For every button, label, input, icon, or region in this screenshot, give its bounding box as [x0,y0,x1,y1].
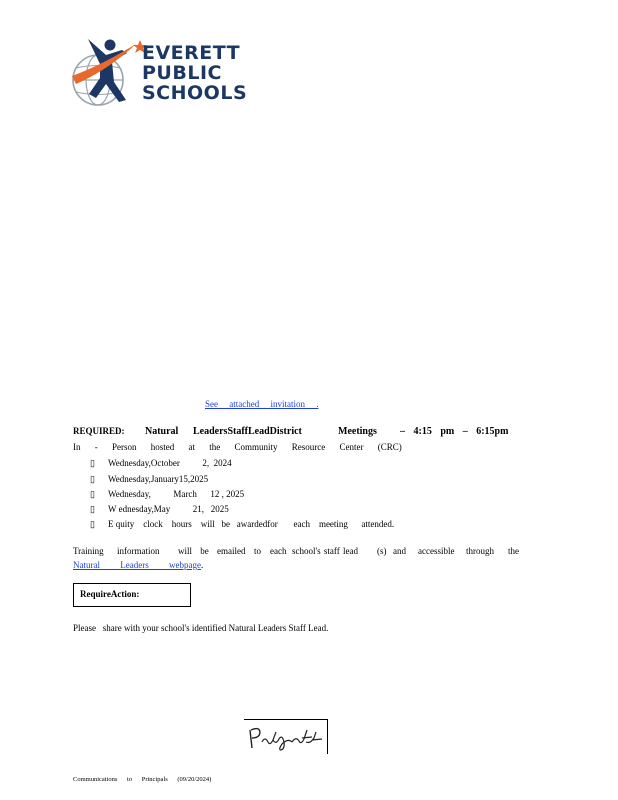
list-item: ▯ W ednesday,May 21, 2025 [90,504,229,514]
training-link-line: Natural Leaders webpage. [73,560,204,570]
in-person-location: In - Person hosted at the Community Resource Center (CRC) [73,442,402,452]
signature-image [246,722,324,752]
logo-wordmark [142,43,247,103]
square-bullet-icon: ▯ [90,489,95,499]
required-title-meetings: Meetings [338,426,377,437]
required-title-leaders: LeadersStaffLeadDistrict [193,426,302,437]
required-title-natural: Natural [145,426,179,437]
required-label: REQUIRED: [73,426,125,436]
please-share-text: Please share with your school's identified Natural Leaders Staff Lead. [73,623,329,633]
logo-line-2: PUBLIC [142,62,222,84]
list-item: ▯ Wednesday, March 12 , 2025 [90,489,245,499]
square-bullet-icon: ▯ [90,519,95,529]
list-item: ▯ E quity clock hours will be awardedfor each meeting attended. [90,519,395,529]
logo-line-1: EVERETT [142,42,241,64]
natural-leaders-webpage-link[interactable]: Natural Leaders webpage [73,560,201,570]
require-action-label: RequireAction: [80,589,140,599]
square-bullet-icon: ▯ [90,474,95,484]
logo-line-3: SCHOOLS [142,82,248,104]
square-bullet-icon: ▯ [90,458,95,468]
list-item: ▯ Wednesday,January15,2025 [90,474,209,484]
list-item: ▯ Wednesday,October 2, 2024 [90,458,232,468]
see-attached-invitation-link[interactable]: See attached invitation . [205,399,319,409]
footer-note: Communications to Principals (09/20/2024) [73,776,212,783]
required-time: – 4:15 pm – 6:15pm [400,426,509,437]
square-bullet-icon: ▯ [90,504,95,514]
